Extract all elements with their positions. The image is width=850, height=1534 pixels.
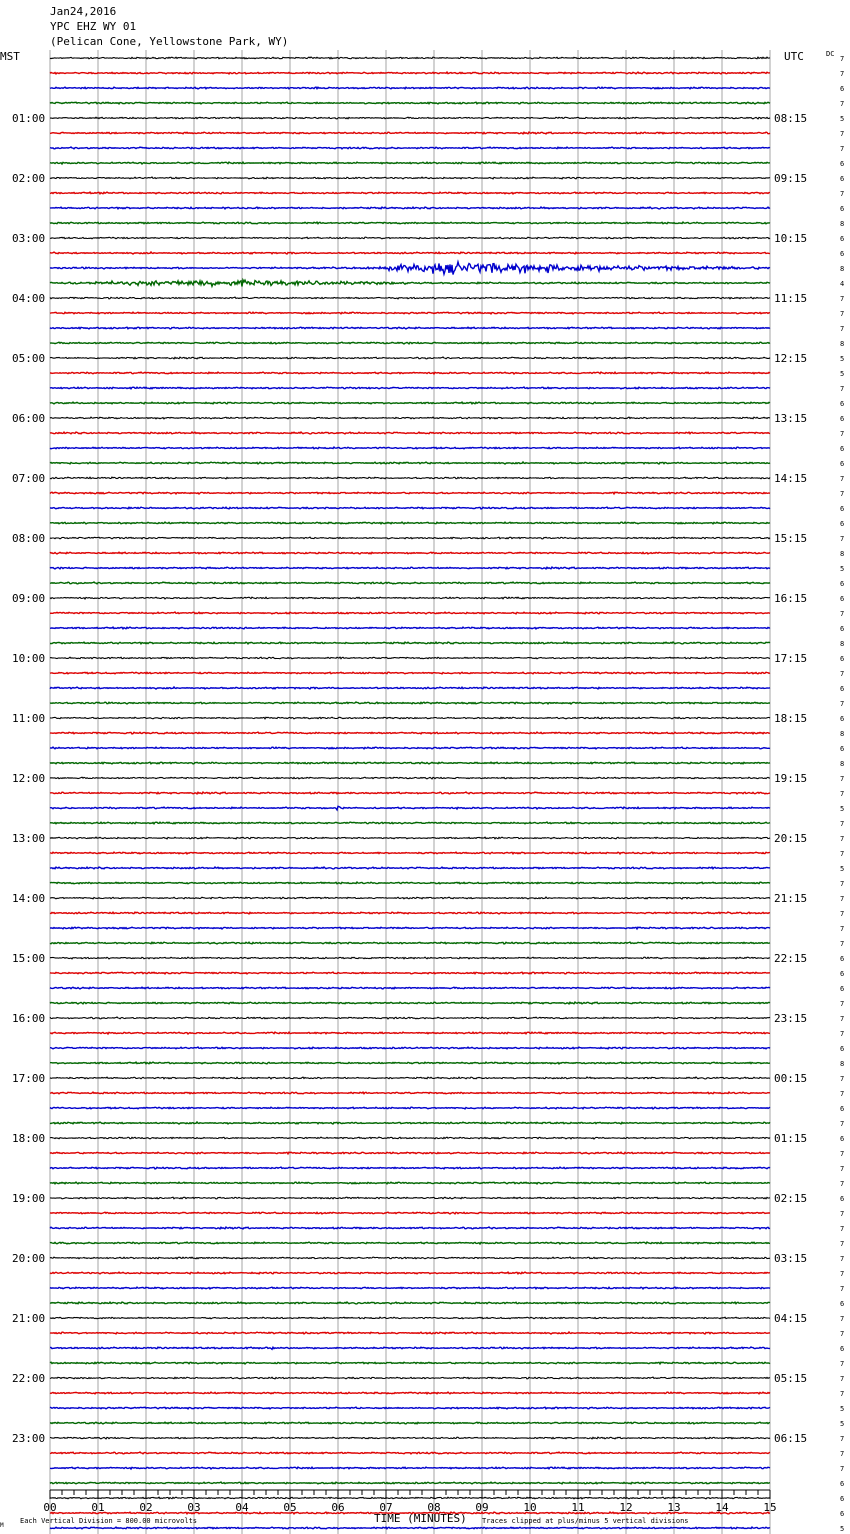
seismic-trace [50,132,770,134]
dc-offset-label: 5 [840,370,845,378]
mst-hour-label: 13:00 [12,832,46,845]
dc-offset-label: 7 [840,145,845,153]
dc-header-label: DC [826,50,835,58]
dc-offset-label: 6 [840,415,845,423]
utc-hour-label: 16:15 [774,592,808,605]
utc-hour-label: 08:15 [774,112,808,125]
x-tick-label: 08 [427,1501,441,1514]
dc-offset-label: 7 [840,790,845,798]
seismic-trace [50,207,770,209]
dc-offset-label: 6 [840,1135,845,1143]
dc-offset-label: 6 [840,580,845,588]
seismic-trace [50,357,770,359]
mst-hour-label: 17:00 [12,1072,46,1085]
dc-offset-label: 6 [840,595,845,603]
dc-offset-label: 7 [840,895,845,903]
dc-offset-label: 7 [840,820,845,828]
mst-hour-label: 19:00 [12,1192,46,1205]
station-code: YPC EHZ WY 01 [50,20,137,33]
seismic-trace [50,702,770,704]
seismic-trace [50,1002,770,1004]
seismic-trace [50,657,770,659]
dc-offset-label: 6 [840,400,845,408]
utc-hour-label: 20:15 [774,832,808,845]
dc-offset-label: 7 [840,775,845,783]
dc-offset-label: 5 [840,355,845,363]
seismic-trace [50,1227,770,1229]
seismic-trace [50,1182,770,1184]
left-timezone-label: MST [0,50,20,63]
vertical-division-note: Each Vertical Division = 800.00 microvolts [20,1517,198,1525]
dc-offset-label: 7 [840,1030,845,1038]
seismic-trace [50,1437,770,1439]
x-tick-label: 11 [571,1501,585,1514]
dc-offset-label: 7 [840,430,845,438]
dc-offset-label: 6 [840,445,845,453]
seismic-trace [50,280,770,287]
x-axis-title: TIME (MINUTES) [374,1512,467,1525]
dc-offset-label: 6 [840,85,845,93]
seismic-trace [50,987,770,989]
mst-hour-label: 08:00 [12,532,46,545]
x-tick-label: 10 [523,1501,537,1514]
seismic-trace [50,147,770,149]
dc-offset-label: 7 [840,1450,845,1458]
dc-offset-label: 6 [840,655,845,663]
seismic-trace [50,402,770,404]
dc-offset-label: 7 [840,1225,845,1233]
seismic-trace [50,717,770,719]
dc-offset-label: 7 [840,1270,845,1278]
seismic-trace [50,1497,770,1499]
dc-offset-label: 6 [840,205,845,213]
right-timezone-label: UTC [784,50,804,63]
dc-offset-label: 7 [840,1240,845,1248]
x-tick-label: 15 [763,1501,777,1514]
seismic-trace [50,297,770,299]
seismic-trace [50,1467,770,1469]
dc-offset-label: 7 [840,670,845,678]
seismic-trace [50,672,770,674]
dc-offset-label: 7 [840,55,845,63]
utc-hour-label: 06:15 [774,1432,808,1445]
utc-hour-label: 09:15 [774,172,808,185]
dc-offset-label: 5 [840,565,845,573]
mst-hour-label: 12:00 [12,772,46,785]
seismic-trace [50,912,770,914]
mst-hour-label: 14:00 [12,892,46,905]
seismic-trace [50,612,770,614]
seismic-trace [50,117,770,119]
mst-hour-label: 02:00 [12,172,46,185]
dc-offset-label: 8 [840,340,845,348]
seismic-trace [50,537,770,539]
utc-hour-label: 13:15 [774,412,808,425]
dc-offset-label: 7 [840,1075,845,1083]
seismic-trace [50,1362,770,1364]
seismic-trace [50,732,770,734]
dc-offset-label: 8 [840,760,845,768]
seismic-trace [50,627,770,629]
mst-hour-label: 07:00 [12,472,46,485]
dc-offset-label: 4 [840,280,845,288]
utc-hour-label: 03:15 [774,1252,808,1265]
dc-offset-label: 5 [840,115,845,123]
seismic-trace [50,1482,770,1484]
dc-offset-label: 7 [840,310,845,318]
seismic-trace [50,552,770,554]
dc-offset-label: 7 [840,925,845,933]
dc-offset-label: 7 [840,1015,845,1023]
x-tick-label: 05 [283,1501,297,1514]
utc-hour-label: 17:15 [774,652,808,665]
mst-hour-label: 21:00 [12,1312,46,1325]
utc-hour-label: 04:15 [774,1312,808,1325]
dc-offset-label: 6 [840,985,845,993]
utc-hour-label: 19:15 [774,772,808,785]
seismic-trace [50,252,770,254]
seismic-trace [50,582,770,584]
seismic-trace [50,1287,770,1289]
x-tick-label: 04 [235,1501,249,1514]
clipping-note: Traces clipped at plus/minus 5 vertical divisions [482,1517,689,1525]
seismic-trace [50,1242,770,1244]
dc-offset-label: 7 [840,1285,845,1293]
dc-offset-label: 7 [840,190,845,198]
seismic-trace [50,102,770,104]
seismic-trace [50,792,770,794]
seismic-trace [50,1317,770,1319]
seismic-trace [50,262,770,275]
x-tick-label: 03 [187,1501,201,1514]
corner-mark: M [0,1522,4,1529]
seismic-trace [50,177,770,179]
mst-hour-label: 18:00 [12,1132,46,1145]
seismic-trace [50,387,770,389]
mst-hour-label: 01:00 [12,112,46,125]
seismic-trace [50,477,770,479]
seismic-trace [50,1167,770,1169]
seismic-trace [50,462,770,464]
plot-date: Jan24,2016 [50,5,117,18]
dc-offset-label: 6 [840,970,845,978]
x-tick-label: 07 [379,1501,393,1514]
seismic-trace [50,837,770,839]
dc-offset-label: 7 [840,100,845,108]
seismic-trace [50,687,770,689]
x-tick-label: 14 [715,1501,729,1514]
dc-offset-label: 8 [840,220,845,228]
dc-offset-label: 6 [840,160,845,168]
seismic-trace [50,1257,770,1259]
seismic-trace [50,642,770,644]
dc-offset-label: 6 [840,460,845,468]
seismic-trace [50,342,770,344]
dc-offset-label: 6 [840,1480,845,1488]
mst-hour-label: 16:00 [12,1012,46,1025]
dc-offset-label: 5 [840,1420,845,1428]
x-tick-label: 13 [667,1501,681,1514]
seismic-trace [50,1422,770,1424]
dc-offset-label: 7 [840,1090,845,1098]
utc-hour-label: 02:15 [774,1192,808,1205]
seismic-trace [50,492,770,494]
seismic-trace [50,597,770,599]
dc-offset-label: 8 [840,1060,845,1068]
dc-offset-label: 7 [840,130,845,138]
seismic-trace [50,192,770,194]
dc-offset-label: 5 [840,805,845,813]
x-tick-label: 12 [619,1501,633,1514]
dc-offset-label: 8 [840,640,845,648]
seismic-trace [50,432,770,434]
dc-offset-label: 7 [840,880,845,888]
seismic-trace [50,1332,770,1334]
seismic-trace [50,1107,770,1109]
dc-offset-label: 7 [840,700,845,708]
dc-offset-label: 7 [840,850,845,858]
seismic-trace [50,1077,770,1079]
dc-offset-label: 7 [840,385,845,393]
dc-offset-label: 7 [840,910,845,918]
dc-offset-label: 7 [840,835,845,843]
dc-offset-label: 6 [840,175,845,183]
seismic-trace [50,1062,770,1064]
utc-hour-label: 14:15 [774,472,808,485]
seismic-trace [50,1152,770,1154]
dc-offset-label: 6 [840,235,845,243]
station-location: (Pelican Cone, Yellowstone Park, WY) [50,35,289,48]
seismic-trace [50,822,770,824]
dc-offset-label: 7 [840,1360,845,1368]
seismic-trace [50,897,770,899]
seismic-trace [50,1137,770,1139]
seismic-trace [50,57,770,59]
seismic-trace [50,1272,770,1274]
dc-offset-label: 7 [840,325,845,333]
dc-offset-label: 7 [840,1465,845,1473]
utc-hour-label: 05:15 [774,1372,808,1385]
utc-hour-label: 22:15 [774,952,808,965]
mst-hour-label: 06:00 [12,412,46,425]
seismic-trace [50,1092,770,1094]
mst-hour-label: 09:00 [12,592,46,605]
dc-offset-label: 6 [840,250,845,258]
time-axis [43,1490,776,1514]
dc-offset-label: 7 [840,1000,845,1008]
seismic-trace [50,327,770,329]
dc-offset-label: 7 [840,490,845,498]
dc-offset-label: 7 [840,940,845,948]
seismic-trace [50,312,770,314]
seismic-trace [50,1032,770,1034]
dc-offset-label: 7 [840,1315,845,1323]
seismic-trace [50,957,770,959]
dc-offset-label: 6 [840,745,845,753]
utc-hour-label: 01:15 [774,1132,808,1145]
seismic-trace [50,1047,770,1049]
dc-offset-label: 7 [840,475,845,483]
utc-hour-label: 11:15 [774,292,808,305]
seismic-trace [50,1197,770,1199]
dc-offset-label: 6 [840,1105,845,1113]
seismic-trace [50,447,770,449]
dc-offset-label: 6 [840,1045,845,1053]
mst-hour-label: 15:00 [12,952,46,965]
dc-offset-label: 6 [840,1300,845,1308]
mst-hour-label: 05:00 [12,352,46,365]
x-tick-label: 02 [139,1501,153,1514]
dc-offset-label: 8 [840,265,845,273]
dc-offset-label: 7 [840,1375,845,1383]
utc-hour-label: 00:15 [774,1072,808,1085]
seismic-trace [50,567,770,569]
seismic-traces [50,57,770,1534]
seismic-trace [50,1392,770,1394]
seismic-trace [50,1122,770,1124]
x-tick-label: 01 [91,1501,105,1514]
mst-hour-label: 10:00 [12,652,46,665]
seismic-trace [50,747,770,749]
seismic-trace [50,1302,770,1304]
dc-offset-label: 7 [840,610,845,618]
dc-offset-label: 5 [840,1525,845,1533]
dc-offset-label: 6 [840,715,845,723]
dc-offset-label: 6 [840,685,845,693]
dc-offset-label: 7 [840,1150,845,1158]
dc-offset-label: 5 [840,865,845,873]
dc-offset-label: 7 [840,1390,845,1398]
mst-hour-label: 20:00 [12,1252,46,1265]
dc-offset-label: 6 [840,955,845,963]
seismic-trace [50,1452,770,1454]
dc-offset-label: 7 [840,1165,845,1173]
seismic-trace [50,72,770,74]
seismic-trace [50,1347,770,1349]
x-tick-label: 00 [43,1501,57,1514]
seismic-trace [50,1017,770,1019]
mst-hour-label: 11:00 [12,712,46,725]
dc-offset-label: 7 [840,1180,845,1188]
x-tick-label: 06 [331,1501,345,1514]
x-tick-label: 09 [475,1501,489,1514]
dc-offset-label: 7 [840,295,845,303]
dc-offset-label: 6 [840,1495,845,1503]
mst-hour-label: 03:00 [12,232,46,245]
seismic-trace [50,927,770,929]
dc-offset-label: 5 [840,1405,845,1413]
seismic-trace [50,1527,770,1529]
seismic-trace [50,87,770,89]
seismic-trace [50,522,770,524]
seismic-trace [50,507,770,509]
mst-hour-label: 23:00 [12,1432,46,1445]
dc-offset-label: 7 [840,1255,845,1263]
dc-offset-label: 8 [840,730,845,738]
dc-offset-label: 6 [840,1345,845,1353]
seismic-trace [50,882,770,884]
time-labels [12,55,844,1534]
dc-offset-label: 6 [840,1510,845,1518]
dc-offset-label: 7 [840,535,845,543]
dc-offset-label: 7 [840,1120,845,1128]
seismic-trace [50,222,770,224]
mst-hour-label: 04:00 [12,292,46,305]
utc-hour-label: 18:15 [774,712,808,725]
seismic-trace [50,777,770,779]
seismic-trace [50,1212,770,1214]
dc-offset-label: 6 [840,625,845,633]
seismic-trace [50,852,770,854]
seismic-trace [50,806,770,810]
seismic-trace [50,762,770,764]
seismic-trace [50,417,770,419]
dc-offset-label: 8 [840,550,845,558]
dc-offset-label: 7 [840,1330,845,1338]
seismic-trace [50,942,770,944]
dc-offset-label: 7 [840,70,845,78]
utc-hour-label: 12:15 [774,352,808,365]
seismic-trace [50,867,770,869]
seismic-trace [50,237,770,239]
dc-offset-label: 6 [840,520,845,528]
mst-hour-label: 22:00 [12,1372,46,1385]
utc-hour-label: 15:15 [774,532,808,545]
utc-hour-label: 10:15 [774,232,808,245]
dc-offset-label: 6 [840,1195,845,1203]
utc-hour-label: 23:15 [774,1012,808,1025]
seismic-trace [50,162,770,164]
dc-offset-label: 6 [840,505,845,513]
seismic-trace [50,1377,770,1379]
seismic-trace [50,1407,770,1409]
dc-offset-label: 7 [840,1435,845,1443]
seismic-trace [50,372,770,374]
seismic-trace [50,972,770,974]
dc-offset-label: 7 [840,1210,845,1218]
utc-hour-label: 21:15 [774,892,808,905]
